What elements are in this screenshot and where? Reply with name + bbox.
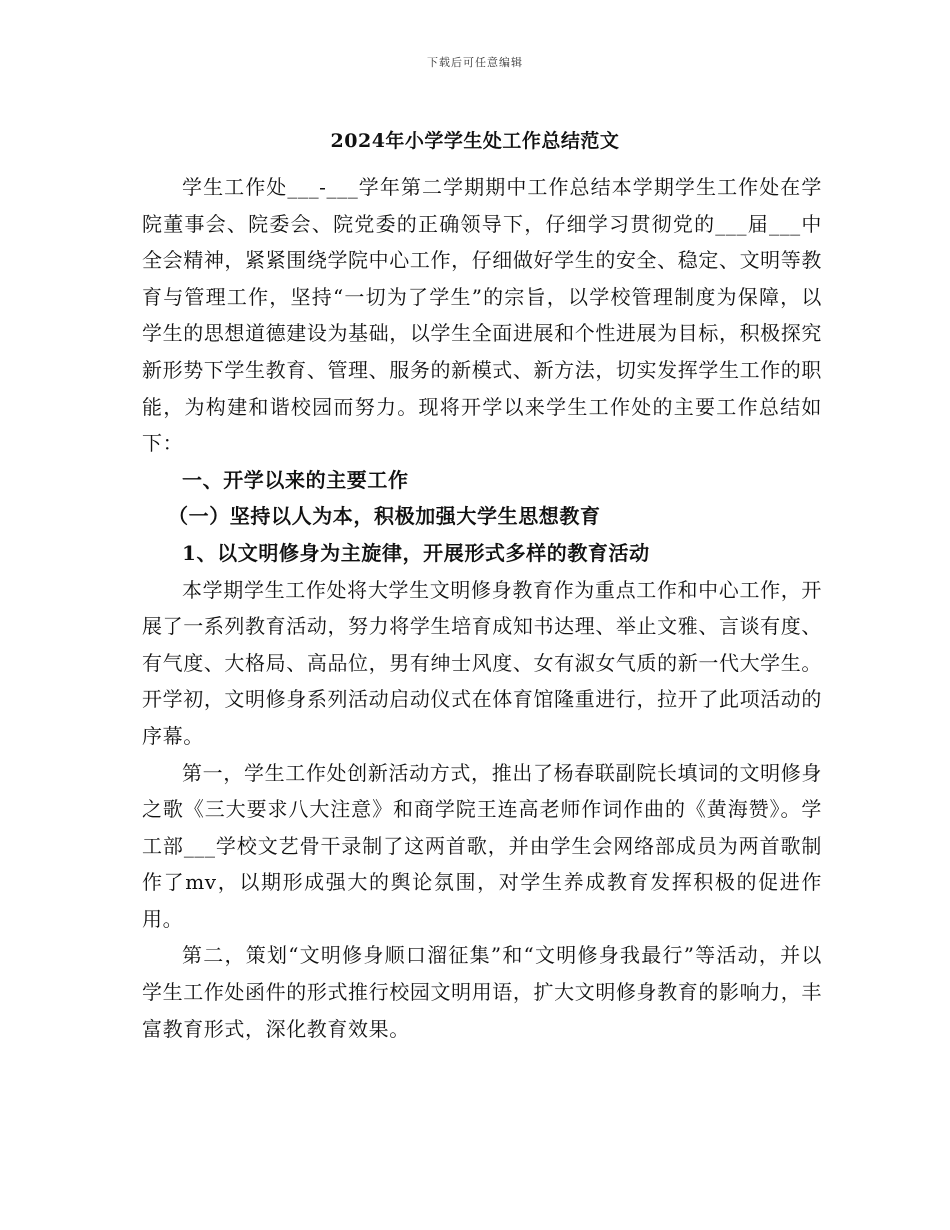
section-heading: 一、开学以来的主要工作 [182,467,409,492]
header-note: 下载后可任意编辑 [427,56,523,69]
body-paragraph: 第一，学生工作处创新活动方式，推出了杨春联副院长填词的文明修身之歌《三大要求八大注意》和商学院王连高老师作词作曲的《黄海赞》。学工部___学校文艺骨干录制了这两首歌，并由学生会网络部成员为两首歌制作了mv，以期形成强大的舆论氛围，对学生养成教育发挥积极的促进作用。 [142,760,822,931]
body-paragraph: 本学期学生工作处将大学生文明修身教育作为重点工作和中心工作，开展了一系列教育活动，努力将学生培育成知书达理、举止文雅、言谈有度、有气度、大格局、高品位，男有绅士风度、女有淑女气质的新一代大学生。开学初，文明修身系列活动启动仪式在体育馆隆重进行，拉开了此项活动的序幕。 [142,577,822,748]
intro-paragraph: 学生工作处___-___学年第二学期期中工作总结本学期学生工作处在学院董事会、院委会、院党委的正确领导下，仔细学习贯彻党的___届___中全会精神，紧紧围绕学院中心工作，仔细做好学生的安全、稳定、文明等教育与管理工作，坚持“一切为了学生”的宗旨，以学校管理制度为保障，以学生的思想道德建设为基础，以学生全面进展和个性进展为目标，积极探究新形势下学生教育、管理、服务的新模式、新方法，切实发挥学生工作的职能，为构建和谐校园而努力。现将开学以来学生工作处的主要工作总结如下： [142,175,822,456]
document-title: 2024年小学学生处工作总结范文 [330,130,620,152]
document-body [142,169,822,1047]
item-heading: 1、以文明修身为主旋律，开展形式多样的教育活动 [182,540,650,565]
body-paragraph: 第二，策划“文明修身顺口溜征集”和“文明修身我最行”等活动，并以学生工作处函件的形式推行校园文明用语，扩大文明修身教育的影响力，丰富教育形式，深化教育效果。 [142,943,822,1041]
subsection-heading: （一）坚持以人为本，积极加强大学生思想教育 [168,504,601,529]
